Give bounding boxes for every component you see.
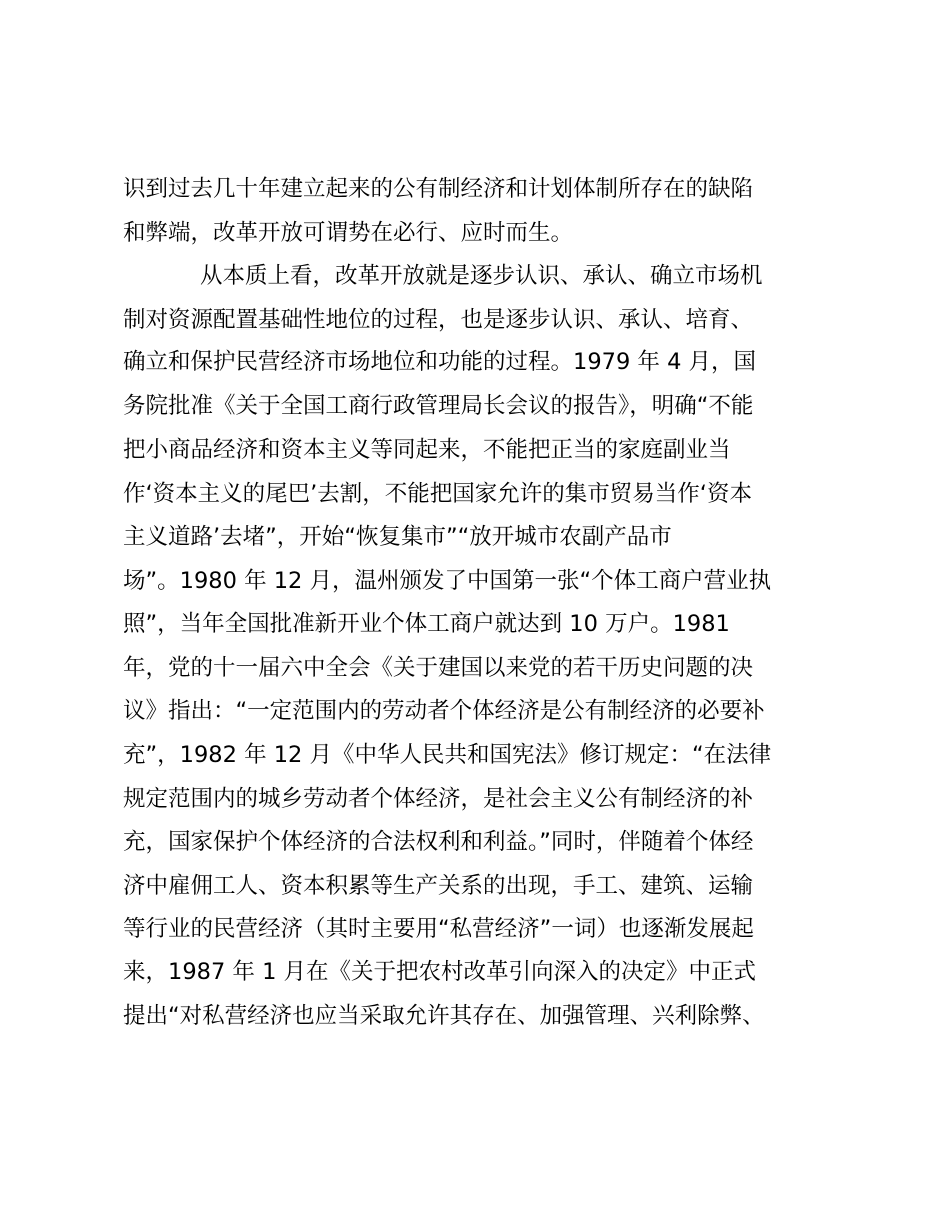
text-line: 提出“对私营经济也应当采取允许其存在、加强管理、兴利除弊、 <box>123 1003 765 1029</box>
text-line: 识到过去几十年建立起来的公有制经济和计划体制所存在的缺陷 <box>123 176 754 202</box>
text-line: 年，党的十一届六中全会《关于建国以来党的若干历史问题的决 <box>123 655 754 681</box>
text-line: 和弊端，改革开放可谓势在必行、应时而生。 <box>123 220 574 246</box>
text-line: 照”，当年全国批准新开业个体工商户就达到 10 万户。1981 <box>123 611 730 637</box>
text-line: 充，国家保护个体经济的合法权利和利益。”同时，伴随着个体经 <box>123 829 754 855</box>
text-line: 把小商品经济和资本主义等同起来，不能把正当的家庭副业当 <box>123 437 731 463</box>
paragraph-first-line: 从本质上看，改革开放就是逐步认识、承认、确立市场机 <box>200 263 763 289</box>
text-line: 场”。1980 年 12 月，温州颁发了中国第一张“个体工商户营业执 <box>123 568 772 594</box>
text-line: 议》指出：“一定范围内的劳动者个体经济是公有制经济的必要补 <box>123 698 765 724</box>
text-line: 主义道路’去堵”，开始“恢复集市”“放开城市农副产品市 <box>123 524 672 550</box>
text-line: 等行业的民营经济（其时主要用“私营经济”一词）也逐渐发展起 <box>123 916 754 942</box>
text-line: 来，1987 年 1 月在《关于把农村改革引向深入的决定》中正式 <box>123 959 757 985</box>
text-line: 作‘资本主义的尾巴’去割，不能把国家允许的集市贸易当作‘资本 <box>123 481 752 507</box>
text-line: 制对资源配置基础性地位的过程，也是逐步认识、承认、培育、 <box>123 307 754 333</box>
text-line: 充”，1982 年 12 月《中华人民共和国宪法》修订规定：“在法律 <box>123 742 772 768</box>
text-line: 确立和保护民营经济市场地位和功能的过程。1979 年 4 月，国 <box>123 349 757 375</box>
text-line: 规定范围内的城乡劳动者个体经济，是社会主义公有制经济的补 <box>123 786 754 812</box>
text-line: 务院批准《关于全国工商行政管理局长会议的报告》，明确“不能 <box>123 393 754 419</box>
text-line: 济中雇佣工人、资本积累等生产关系的出现，手工、建筑、运输 <box>123 873 754 899</box>
